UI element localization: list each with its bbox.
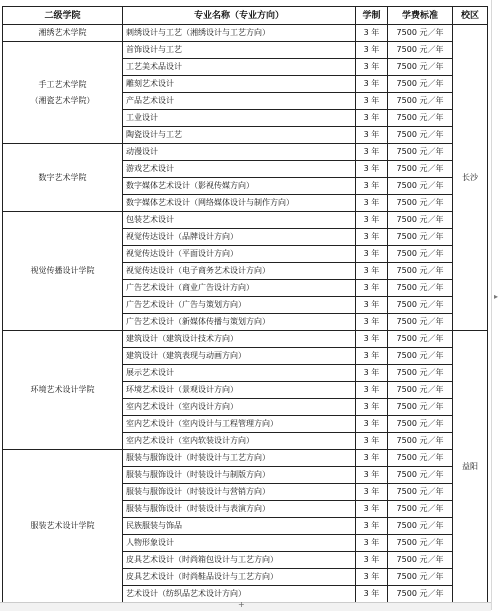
major-cell: 建筑设计（建筑设计技术方向） bbox=[123, 331, 356, 348]
table-row bbox=[3, 144, 488, 161]
fee-cell: 7500 元／年 bbox=[388, 144, 453, 161]
major-cell: 动漫设计 bbox=[123, 144, 356, 161]
duration-cell: 3 年 bbox=[356, 297, 388, 314]
college-cell bbox=[3, 212, 123, 331]
major-cell: 包装艺术设计 bbox=[123, 212, 356, 229]
fee-cell: 7500 元／年 bbox=[388, 518, 453, 535]
fee-cell: 7500 元／年 bbox=[388, 297, 453, 314]
duration-cell: 3 年 bbox=[356, 178, 388, 195]
major-cell: 广告艺术设计（新媒体传播与策划方向） bbox=[123, 314, 356, 331]
duration-cell: 3 年 bbox=[356, 450, 388, 467]
fee-cell: 7500 元／年 bbox=[388, 382, 453, 399]
table-body bbox=[3, 25, 488, 603]
fee-cell: 7500 元／年 bbox=[388, 59, 453, 76]
major-cell: 游戏艺术设计 bbox=[123, 161, 356, 178]
duration-cell: 3 年 bbox=[356, 501, 388, 518]
duration-cell: 3 年 bbox=[356, 314, 388, 331]
major-cell: 服装与服饰设计（时装设计与营销方向） bbox=[123, 484, 356, 501]
fee-cell: 7500 元／年 bbox=[388, 501, 453, 518]
duration-cell: 3 年 bbox=[356, 42, 388, 59]
fee-cell: 7500 元／年 bbox=[388, 263, 453, 280]
duration-cell: 3 年 bbox=[356, 586, 388, 603]
header-fee: 学费标准 bbox=[388, 7, 453, 25]
duration-cell: 3 年 bbox=[356, 59, 388, 76]
college-name: 湘绣艺术学院 bbox=[38, 28, 87, 37]
duration-cell: 3 年 bbox=[356, 161, 388, 178]
college-cell bbox=[3, 144, 123, 212]
major-cell: 人物形象设计 bbox=[123, 535, 356, 552]
fee-cell: 7500 元／年 bbox=[388, 127, 453, 144]
fee-cell: 7500 元／年 bbox=[388, 365, 453, 382]
college-cell bbox=[3, 331, 123, 450]
major-cell: 服装与服饰设计（时装设计与工艺方向） bbox=[123, 450, 356, 467]
fee-cell: 7500 元／年 bbox=[388, 484, 453, 501]
major-cell: 广告艺术设计（商业广告设计方向） bbox=[123, 280, 356, 297]
fee-cell: 7500 元／年 bbox=[388, 42, 453, 59]
college-cell bbox=[3, 450, 123, 603]
duration-cell: 3 年 bbox=[356, 76, 388, 93]
fee-cell: 7500 元／年 bbox=[388, 348, 453, 365]
fee-cell: 7500 元／年 bbox=[388, 450, 453, 467]
major-cell: 展示艺术设计 bbox=[123, 365, 356, 382]
fee-cell: 7500 元／年 bbox=[388, 76, 453, 93]
table-row bbox=[3, 450, 488, 467]
fee-cell: 7500 元／年 bbox=[388, 110, 453, 127]
admissions-fee-document bbox=[2, 6, 487, 603]
table-header-row bbox=[3, 7, 488, 25]
duration-cell: 3 年 bbox=[356, 399, 388, 416]
major-cell: 民族服装与饰品 bbox=[123, 518, 356, 535]
duration-cell: 3 年 bbox=[356, 195, 388, 212]
duration-cell: 3 年 bbox=[356, 433, 388, 450]
college-name: 服装艺术设计学院 bbox=[30, 521, 95, 530]
major-cell: 工业设计 bbox=[123, 110, 356, 127]
college-name: 视觉传播设计学院 bbox=[30, 266, 95, 275]
header-duration: 学制 bbox=[356, 7, 388, 25]
fee-cell: 7500 元／年 bbox=[388, 314, 453, 331]
major-cell: 视觉传达设计（品牌设计方向） bbox=[123, 229, 356, 246]
table-row bbox=[3, 331, 488, 348]
plus-icon[interactable]: + bbox=[238, 600, 245, 609]
duration-cell: 3 年 bbox=[356, 348, 388, 365]
duration-cell: 3 年 bbox=[356, 416, 388, 433]
college-name: 环境艺术设计学院 bbox=[30, 385, 95, 394]
fee-cell: 7500 元／年 bbox=[388, 552, 453, 569]
major-cell: 视觉传达设计（电子商务艺术设计方向） bbox=[123, 263, 356, 280]
duration-cell: 3 年 bbox=[356, 25, 388, 42]
fee-cell: 7500 元／年 bbox=[388, 433, 453, 450]
major-cell: 工艺美术品设计 bbox=[123, 59, 356, 76]
major-cell: 陶瓷设计与工艺 bbox=[123, 127, 356, 144]
major-cell: 数字媒体艺术设计（影视传媒方向） bbox=[123, 178, 356, 195]
major-cell: 广告艺术设计（广告与策划方向） bbox=[123, 297, 356, 314]
major-cell: 刺绣设计与工艺（湘绣设计与工艺方向） bbox=[123, 25, 356, 42]
fee-cell: 7500 元／年 bbox=[388, 25, 453, 42]
duration-cell: 3 年 bbox=[356, 212, 388, 229]
table-row bbox=[3, 212, 488, 229]
major-cell: 产品艺术设计 bbox=[123, 93, 356, 110]
arrow-icon[interactable]: ▸ bbox=[493, 292, 498, 301]
major-cell: 室内艺术设计（室内软装设计方向） bbox=[123, 433, 356, 450]
duration-cell: 3 年 bbox=[356, 552, 388, 569]
college-name: 手工艺术学院 bbox=[38, 79, 87, 89]
major-cell: 室内艺术设计（室内设计方向） bbox=[123, 399, 356, 416]
duration-cell: 3 年 bbox=[356, 280, 388, 297]
major-cell: 皮具艺术设计（时尚箱包设计与工艺方向） bbox=[123, 552, 356, 569]
table-row bbox=[3, 25, 488, 42]
major-cell: 皮具艺术设计（时尚鞋品设计与工艺方向） bbox=[123, 569, 356, 586]
duration-cell: 3 年 bbox=[356, 569, 388, 586]
table-row bbox=[3, 42, 488, 59]
major-cell: 雕刻艺术设计 bbox=[123, 76, 356, 93]
fee-cell: 7500 元／年 bbox=[388, 212, 453, 229]
fee-cell: 7500 元／年 bbox=[388, 93, 453, 110]
duration-cell: 3 年 bbox=[356, 93, 388, 110]
fee-table bbox=[2, 6, 488, 603]
fee-cell: 7500 元／年 bbox=[388, 535, 453, 552]
college-name: 数字艺术学院 bbox=[38, 172, 87, 182]
major-cell: 视觉传达设计（平面设计方向） bbox=[123, 246, 356, 263]
duration-cell: 3 年 bbox=[356, 518, 388, 535]
page-edge bbox=[491, 0, 492, 610]
duration-cell: 3 年 bbox=[356, 365, 388, 382]
college-cell bbox=[3, 25, 123, 42]
duration-cell: 3 年 bbox=[356, 246, 388, 263]
major-cell: 服装与服饰设计（时装设计与表演方向） bbox=[123, 501, 356, 518]
campus-cell: 益阳 bbox=[453, 331, 488, 603]
fee-cell: 7500 元／年 bbox=[388, 331, 453, 348]
duration-cell: 3 年 bbox=[356, 535, 388, 552]
major-cell: 艺术设计（纺织品艺术设计方向） bbox=[123, 586, 356, 603]
fee-cell: 7500 元／年 bbox=[388, 569, 453, 586]
duration-cell: 3 年 bbox=[356, 382, 388, 399]
fee-cell: 7500 元／年 bbox=[388, 178, 453, 195]
duration-cell: 3 年 bbox=[356, 484, 388, 501]
major-cell: 室内艺术设计（室内设计与工程管理方向） bbox=[123, 416, 356, 433]
fee-cell: 7500 元／年 bbox=[388, 586, 453, 603]
major-cell: 服装与服饰设计（时装设计与制版方向） bbox=[123, 467, 356, 484]
major-cell: 数字媒体艺术设计（网络媒体设计与制作方向） bbox=[123, 195, 356, 212]
fee-cell: 7500 元／年 bbox=[388, 229, 453, 246]
duration-cell: 3 年 bbox=[356, 467, 388, 484]
duration-cell: 3 年 bbox=[356, 110, 388, 127]
college-subname: （湘瓷艺术学院） bbox=[30, 95, 95, 105]
major-cell: 首饰设计与工艺 bbox=[123, 42, 356, 59]
major-cell: 环境艺术设计（景观设计方向） bbox=[123, 382, 356, 399]
campus-cell: 长沙 bbox=[453, 25, 488, 331]
fee-cell: 7500 元／年 bbox=[388, 399, 453, 416]
duration-cell: 3 年 bbox=[356, 127, 388, 144]
college-cell bbox=[3, 42, 123, 144]
fee-cell: 7500 元／年 bbox=[388, 195, 453, 212]
fee-cell: 7500 元／年 bbox=[388, 161, 453, 178]
fee-cell: 7500 元／年 bbox=[388, 467, 453, 484]
fee-cell: 7500 元／年 bbox=[388, 280, 453, 297]
header-major: 专业名称（专业方向） bbox=[123, 7, 356, 25]
fee-cell: 7500 元／年 bbox=[388, 246, 453, 263]
header-college: 二级学院 bbox=[3, 7, 123, 25]
duration-cell: 3 年 bbox=[356, 144, 388, 161]
duration-cell: 3 年 bbox=[356, 229, 388, 246]
major-cell: 建筑设计（建筑表现与动画方向） bbox=[123, 348, 356, 365]
header-campus: 校区 bbox=[453, 7, 488, 25]
duration-cell: 3 年 bbox=[356, 263, 388, 280]
duration-cell: 3 年 bbox=[356, 331, 388, 348]
fee-cell: 7500 元／年 bbox=[388, 416, 453, 433]
